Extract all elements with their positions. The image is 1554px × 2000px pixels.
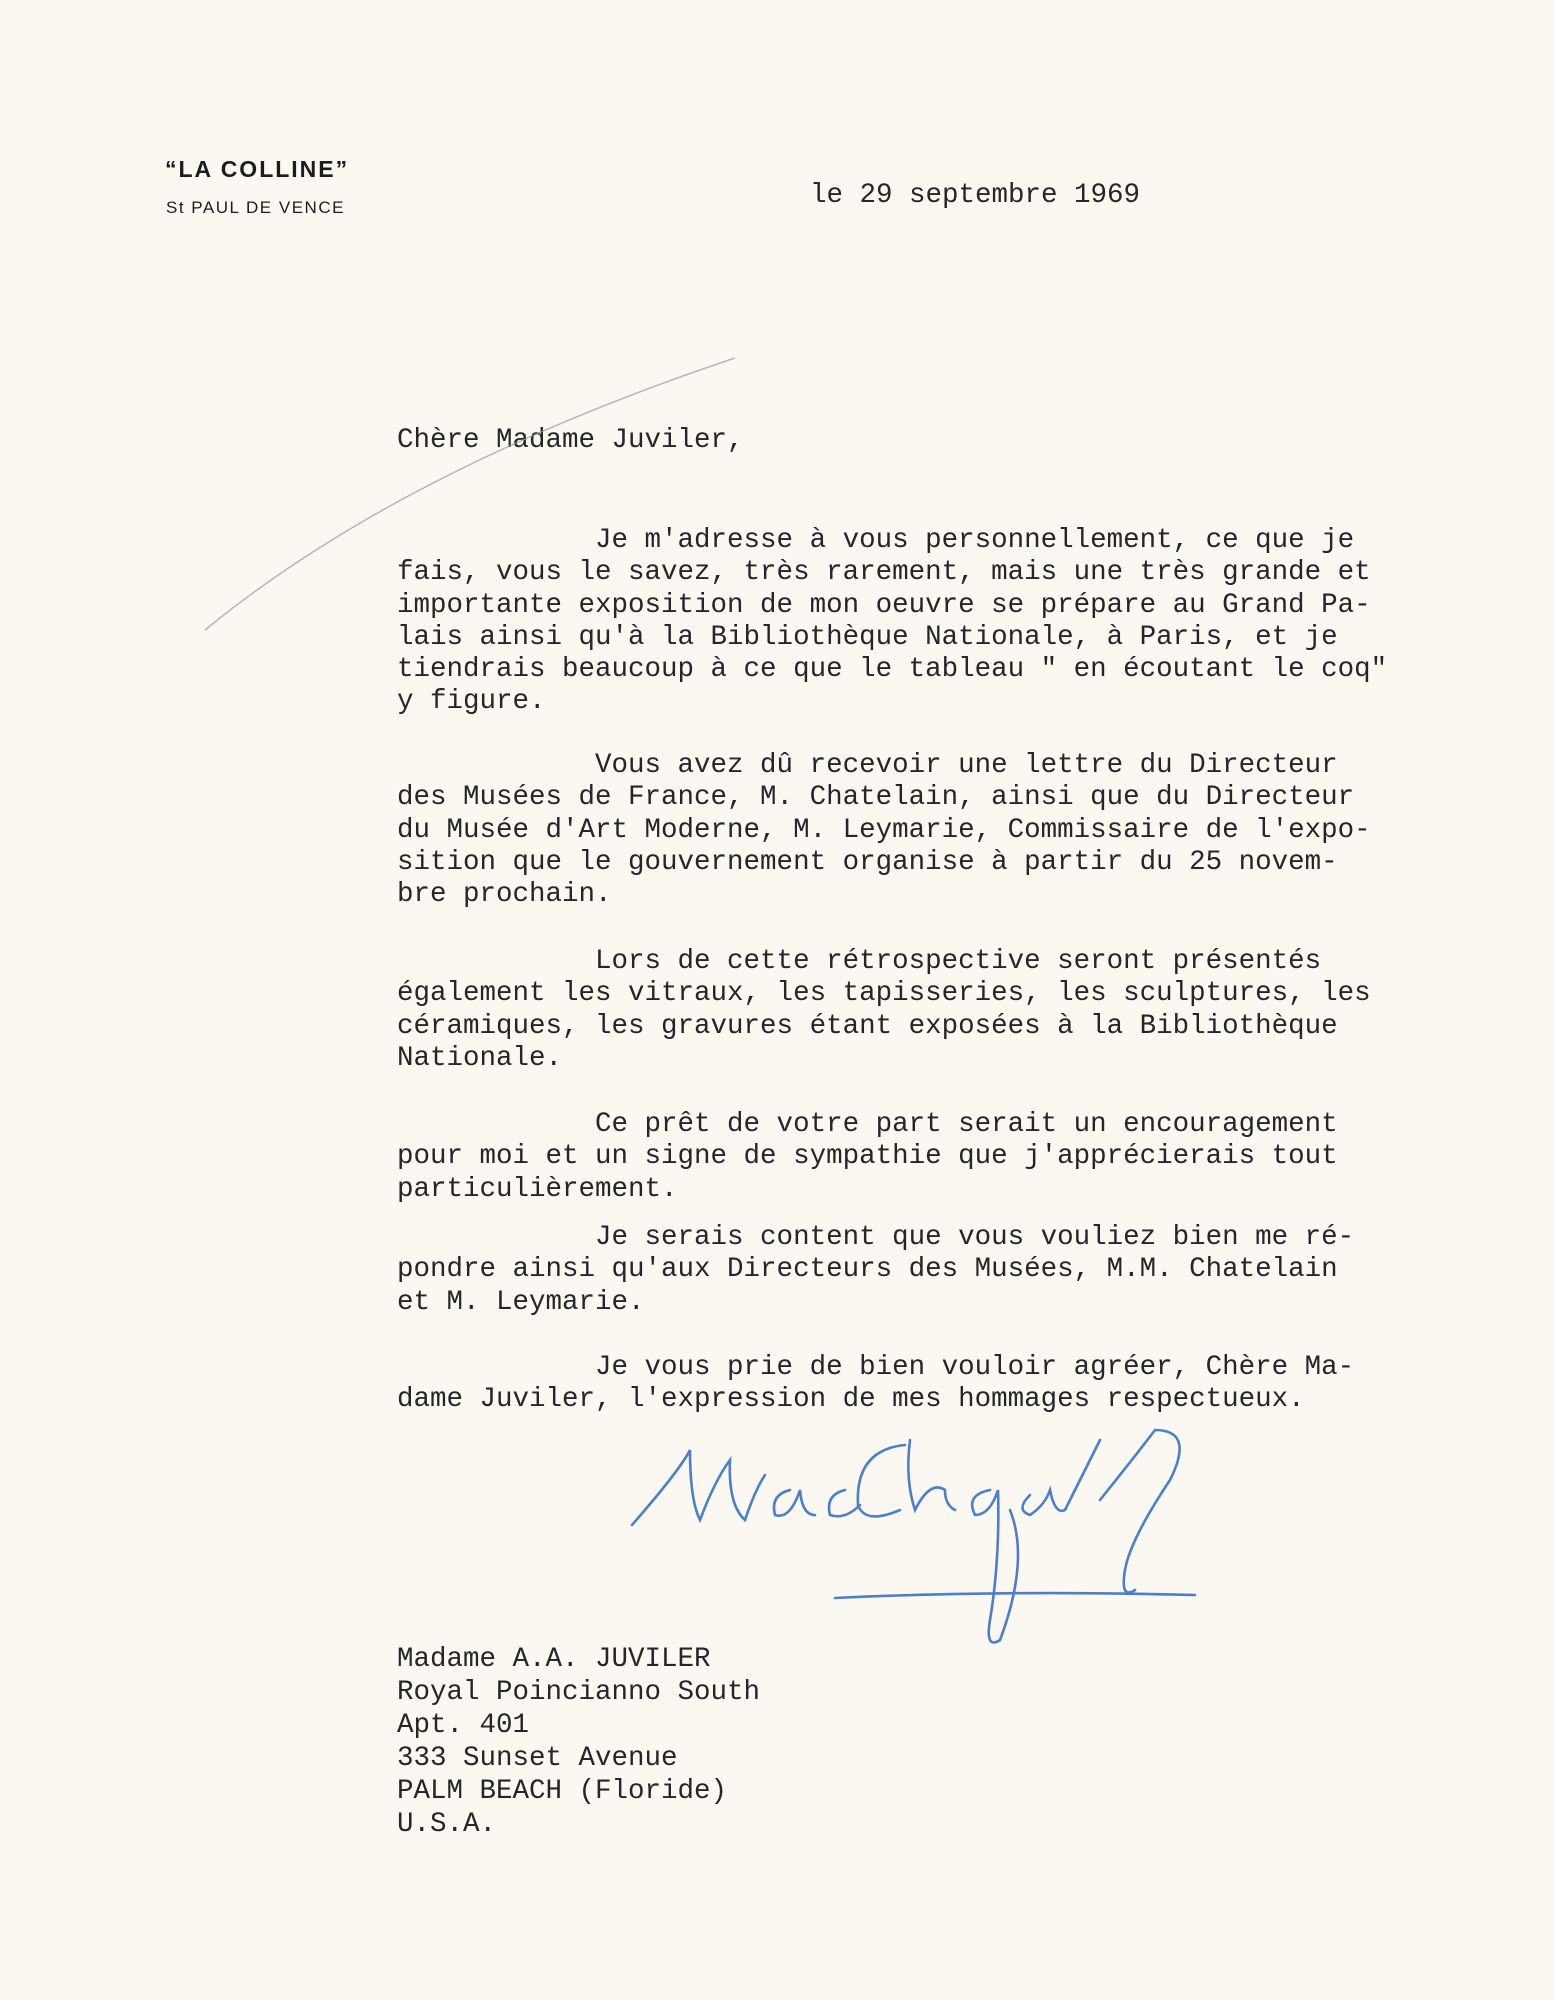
text-line: y figure.: [397, 686, 546, 718]
letterhead-place: St PAUL DE VENCE: [166, 198, 345, 217]
text-line: des Musées de France, M. Chatelain, ainsi que du Directeur: [397, 782, 1355, 814]
recipient-address: [397, 1643, 760, 1841]
text-line: Lors de cette rétrospective seront présentés: [595, 946, 1322, 977]
text-line: Je vous prie de bien vouloir agréer, Chère Ma-: [595, 1352, 1355, 1383]
text-line: tiendrais beaucoup à ce que le tableau " en écoutant le coq": [397, 654, 1388, 686]
text-line: et M. Leymarie.: [397, 1286, 645, 1318]
text-line: Ce prêt de votre part serait un encouragement: [595, 1109, 1338, 1140]
text-line: Vous avez dû recevoir une lettre du Directeur: [595, 750, 1338, 781]
text-line: sition que le gouvernement organise à partir du 25 novem-: [397, 846, 1338, 878]
address-line: 333 Sunset Avenue: [397, 1743, 678, 1774]
text-line: dame Juviler, l'expression de mes hommages respectueux.: [397, 1384, 1305, 1416]
address-line: PALM BEACH (Floride): [397, 1776, 728, 1807]
text-line: pour moi et un signe de sympathie que j'apprécierais tout: [397, 1141, 1338, 1173]
text-line: pondre ainsi qu'aux Directeurs des Musées, M.M. Chatelain: [397, 1254, 1338, 1286]
letterhead-name: “LA COLLINE”: [165, 156, 350, 182]
address-line: U.S.A.: [397, 1809, 497, 1840]
pencil-stroke: [205, 358, 735, 630]
letter-date: le 29 septembre 1969: [810, 180, 1141, 211]
address-line: Apt. 401: [397, 1710, 530, 1741]
salutation: Chère Madame Juviler,: [397, 425, 744, 456]
text-line: fais, vous le savez, très rarement, mais une très grande et: [397, 557, 1371, 589]
address-line: Royal Poincianno South: [397, 1677, 761, 1708]
text-line: également les vitraux, les tapisseries, les sculptures, les: [397, 978, 1371, 1010]
text-line: particulièrement.: [397, 1173, 678, 1205]
text-line: Nationale.: [397, 1042, 563, 1074]
text-line: Je serais content que vous vouliez bien me ré-: [595, 1222, 1355, 1253]
text-line: importante exposition de mon oeuvre se prépare au Grand Pa-: [397, 589, 1371, 621]
text-line: Je m'adresse à vous personnellement, ce que je: [595, 525, 1355, 556]
text-line: lais ainsi qu'à la Bibliothèque Nationale, à Paris, et je: [397, 621, 1338, 653]
address-line: Madame A.A. JUVILER: [397, 1644, 711, 1675]
text-line: bre prochain.: [397, 879, 612, 911]
text-line: céramiques, les gravures étant exposées à la Bibliothèque: [397, 1010, 1338, 1042]
text-line: du Musée d'Art Moderne, M. Leymarie, Commissaire de l'expo-: [397, 814, 1371, 846]
